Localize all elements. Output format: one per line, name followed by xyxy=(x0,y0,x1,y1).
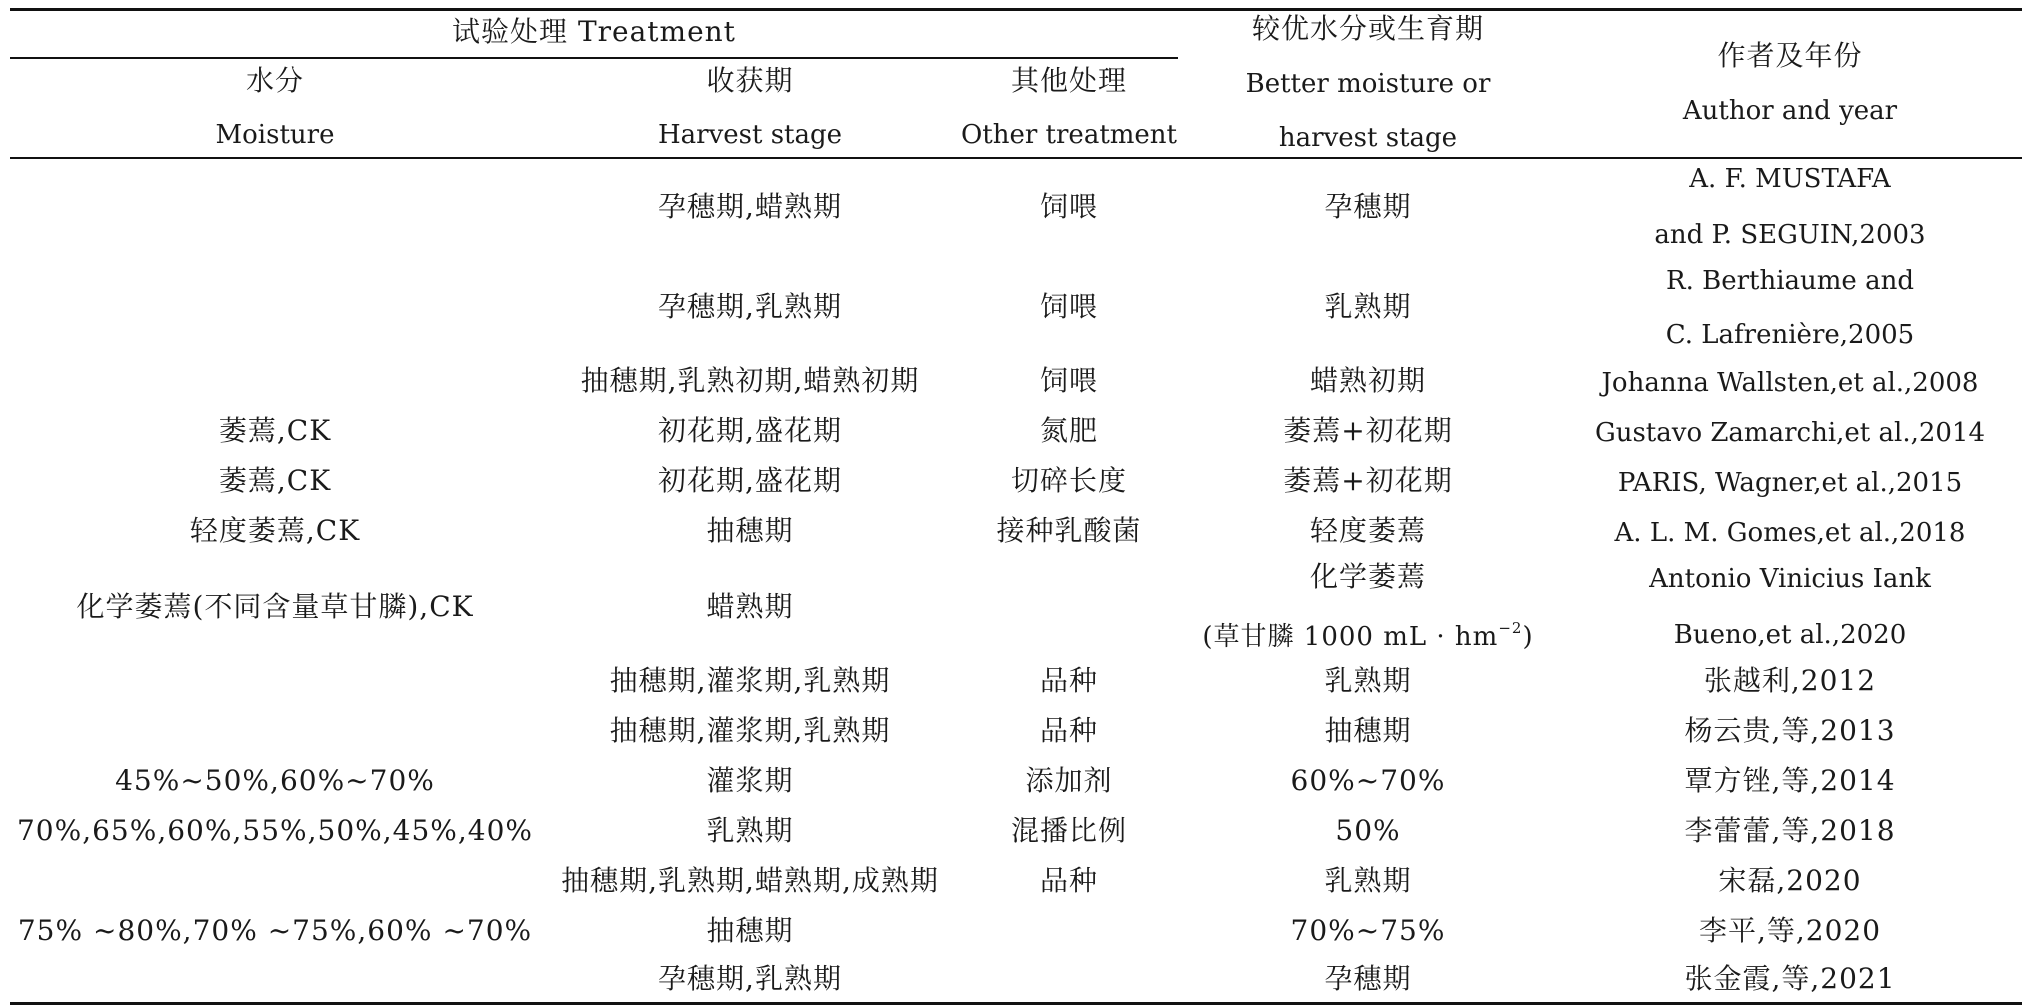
row-2-harvest: 抽穗期,乳熟初期,蜡熟初期 xyxy=(580,364,920,397)
row-5-harvest: 抽穗期 xyxy=(706,514,794,547)
row-11-better: 乳熟期 xyxy=(1324,864,1412,897)
row-9-better: 60%~70% xyxy=(1290,764,1446,797)
row-7-other: 品种 xyxy=(1039,664,1098,697)
row-0-better: 孕穗期 xyxy=(1324,190,1412,223)
row-12-harvest: 抽穗期 xyxy=(706,914,794,947)
row-10-other: 混播比例 xyxy=(1010,814,1127,847)
row-11-author-1: 宋磊,2020 xyxy=(1718,864,1862,897)
row-1-author-2: C. Lafrenière,2005 xyxy=(1665,320,1915,350)
header-treatment-group: 试验处理 Treatment xyxy=(452,15,736,48)
row-11-harvest: 抽穗期,乳熟期,蜡熟期,成熟期 xyxy=(561,864,939,897)
row-5-moisture: 轻度萎蔫,CK xyxy=(189,514,361,547)
row-7-author-1: 张越利,2012 xyxy=(1703,664,1877,697)
row-0-harvest: 孕穗期,蜡熟期 xyxy=(658,190,842,223)
header-better-en-1: Better moisture or xyxy=(1245,69,1491,99)
header-better-en-2: harvest stage xyxy=(1278,123,1458,153)
row-10-harvest: 乳熟期 xyxy=(706,814,794,847)
treatment-group-rule xyxy=(10,57,1178,59)
row-3-other: 氮肥 xyxy=(1039,414,1098,447)
row-10-better: 50% xyxy=(1335,814,1401,847)
row-6-better-2-close: ) xyxy=(1522,622,1534,652)
row-5-other: 接种乳酸菌 xyxy=(996,514,1142,547)
row-13-harvest: 孕穗期,乳熟期 xyxy=(658,962,842,995)
row-8-author-1: 杨云贵,等,2013 xyxy=(1684,714,1896,747)
row-10-moisture: 70%,65%,60%,55%,50%,45%,40% xyxy=(16,814,534,847)
row-12-moisture: 75% ~80%,70% ~75%,60% ~70% xyxy=(17,914,533,947)
row-3-moisture: 萎蔫,CK xyxy=(218,414,332,447)
row-1-author-1: R. Berthiaume and xyxy=(1666,266,1914,296)
header-better-zh: 较优水分或生育期 xyxy=(1251,12,1484,45)
header-other-en: Other treatment xyxy=(960,120,1178,150)
bottom-rule xyxy=(10,1002,2022,1005)
row-0-other: 饲喂 xyxy=(1039,190,1098,223)
row-5-author-1: A. L. M. Gomes,et al.,2018 xyxy=(1614,518,1966,548)
row-6-better-2-text: (草甘膦 1000 mL · hm xyxy=(1202,622,1499,652)
row-9-author-1: 覃方锉,等,2014 xyxy=(1684,764,1896,797)
row-6-author-2: Bueno,et al.,2020 xyxy=(1673,620,1907,650)
row-4-other: 切碎长度 xyxy=(1010,464,1127,497)
row-8-other: 品种 xyxy=(1039,714,1098,747)
row-3-author-1: Gustavo Zamarchi,et al.,2014 xyxy=(1594,418,1986,448)
row-6-harvest: 蜡熟期 xyxy=(706,590,794,623)
row-8-better: 抽穗期 xyxy=(1324,714,1412,747)
row-9-moisture: 45%~50%,60%~70% xyxy=(115,764,435,797)
header-harvest-en: Harvest stage xyxy=(657,120,843,150)
row-3-harvest: 初花期,盛花期 xyxy=(658,414,842,447)
row-4-moisture: 萎蔫,CK xyxy=(218,464,332,497)
row-13-author-1: 张金霞,等,2021 xyxy=(1684,962,1896,995)
row-8-harvest: 抽穗期,灌浆期,乳熟期 xyxy=(609,714,891,747)
row-11-other: 品种 xyxy=(1039,864,1098,897)
row-9-other: 添加剂 xyxy=(1025,764,1113,797)
top-rule xyxy=(10,8,2022,11)
row-1-better: 乳熟期 xyxy=(1324,290,1412,323)
row-2-other: 饲喂 xyxy=(1039,364,1098,397)
row-13-better: 孕穗期 xyxy=(1324,962,1412,995)
row-3-better: 萎蔫+初花期 xyxy=(1283,414,1453,447)
header-bottom-rule xyxy=(10,157,2022,159)
header-moisture-zh: 水分 xyxy=(245,64,304,97)
row-4-harvest: 初花期,盛花期 xyxy=(658,464,842,497)
row-6-better: 化学萎蔫 xyxy=(1309,560,1426,593)
row-4-author-1: PARIS, Wagner,et al.,2015 xyxy=(1617,468,1963,498)
row-12-author-1: 李平,等,2020 xyxy=(1698,914,1882,947)
row-6-moisture: 化学萎蔫(不同含量草甘膦),CK xyxy=(76,590,474,623)
header-author-en: Author and year xyxy=(1682,96,1898,126)
row-9-harvest: 灌浆期 xyxy=(706,764,794,797)
header-harvest-zh: 收获期 xyxy=(706,64,794,97)
header-author-zh: 作者及年份 xyxy=(1717,39,1863,72)
row-5-better: 轻度萎蔫 xyxy=(1309,514,1426,547)
row-0-author-1: A. F. MUSTAFA xyxy=(1689,164,1891,194)
row-10-author-1: 李蕾蕾,等,2018 xyxy=(1684,814,1896,847)
row-6-author-1: Antonio Vinicius Iank xyxy=(1649,564,1931,594)
row-6-better-2 xyxy=(1178,620,1558,654)
header-other-zh: 其他处理 xyxy=(1010,64,1127,97)
row-1-other: 饲喂 xyxy=(1039,290,1098,323)
row-7-harvest: 抽穗期,灌浆期,乳熟期 xyxy=(609,664,891,697)
row-1-harvest: 孕穗期,乳熟期 xyxy=(658,290,842,323)
row-12-better: 70%~75% xyxy=(1290,914,1446,947)
row-2-better: 蜡熟初期 xyxy=(1309,364,1426,397)
row-6-better-2-exponent: −2 xyxy=(1498,619,1523,637)
row-0-author-2: and P. SEGUIN,2003 xyxy=(1654,220,1926,250)
row-2-author-1: Johanna Wallsten,et al.,2008 xyxy=(1601,368,1979,398)
row-4-better: 萎蔫+初花期 xyxy=(1283,464,1453,497)
header-moisture-en: Moisture xyxy=(215,120,335,150)
row-7-better: 乳熟期 xyxy=(1324,664,1412,697)
